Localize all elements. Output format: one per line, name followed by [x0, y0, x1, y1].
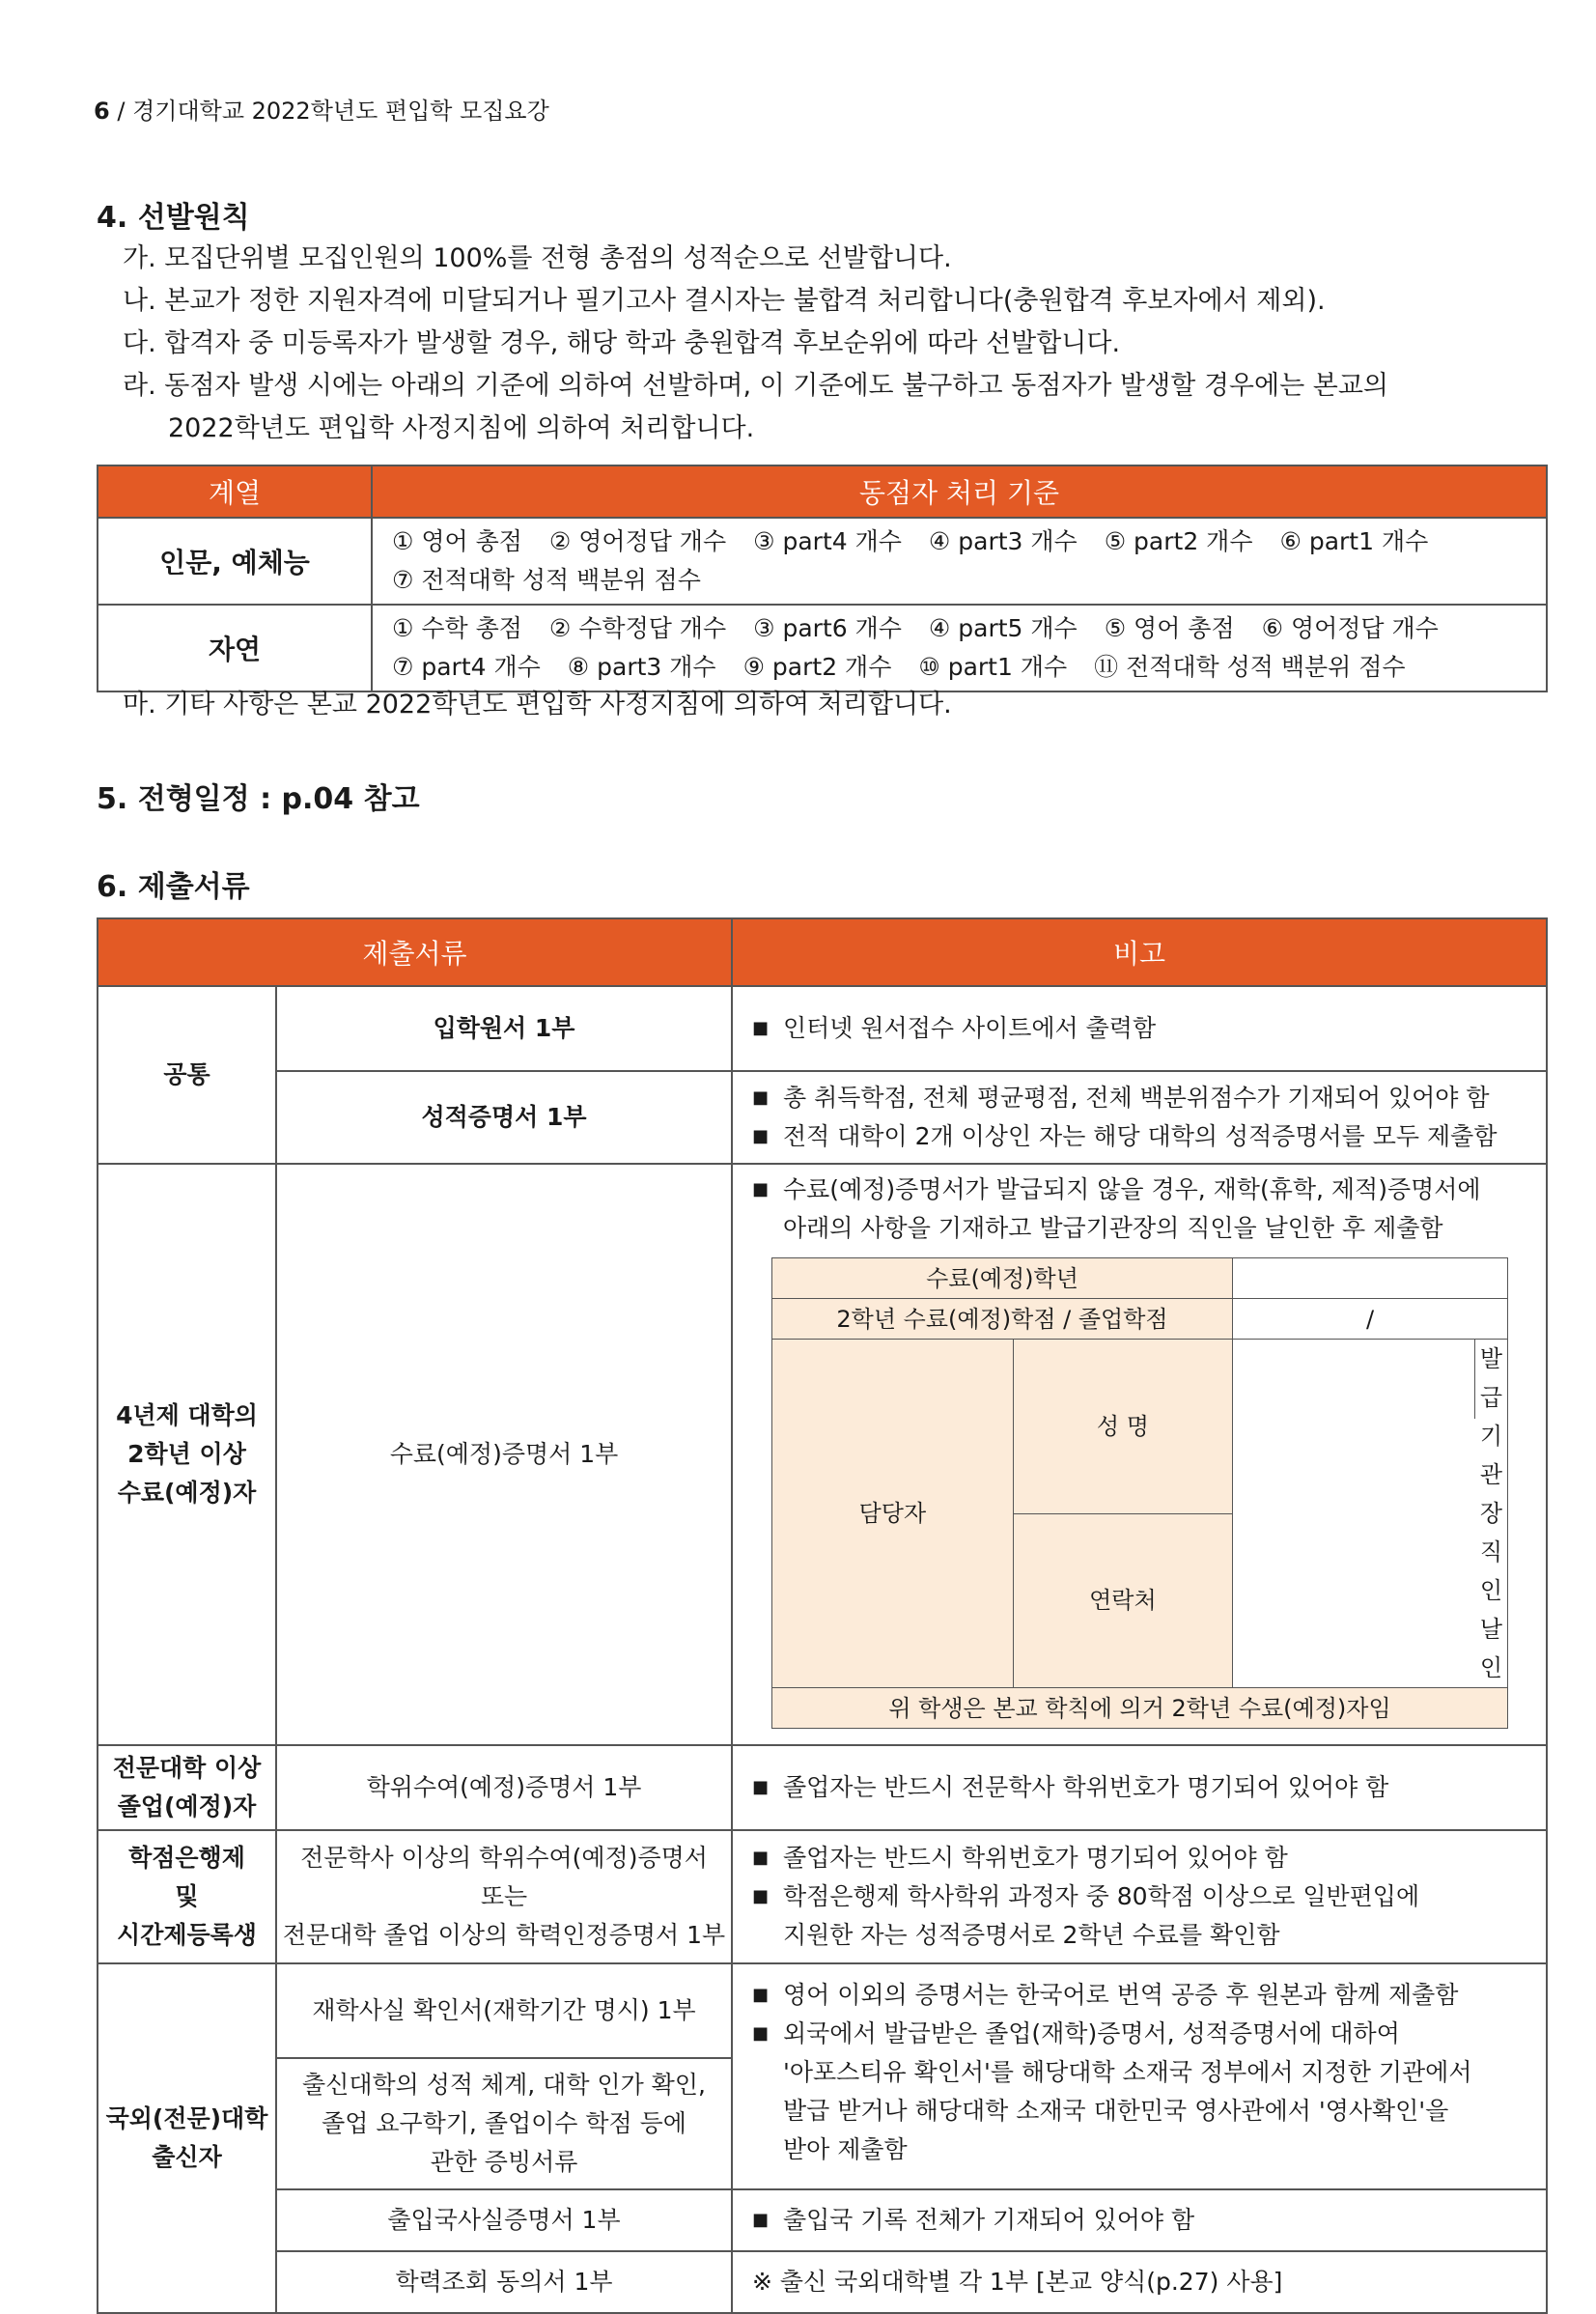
tie-criterion: ② 수학정답 개수	[548, 614, 727, 642]
tie-criterion: ⑥ 영어정답 개수	[1261, 614, 1439, 642]
category-line: 4년제 대학의	[116, 1401, 258, 1429]
docs-note	[732, 1963, 1547, 2189]
note-line: ■ 학점은행제 학사학위 과정자 중 80학점 이상으로 일반편입에	[752, 1877, 1530, 1916]
note-line: ■ 졸업자는 반드시 전문학사 학위번호가 명기되어 있어야 함	[752, 1768, 1530, 1807]
docs-category	[98, 1745, 276, 1830]
docs-document: 출입국사실증명서 1부	[276, 2189, 732, 2251]
note-line: ■ 인터넷 원서접수 사이트에서 출력함	[752, 1009, 1530, 1048]
table-row	[98, 1830, 1547, 1963]
docs-document: 성적증명서 1부	[276, 1071, 732, 1164]
form-label: 담당자	[772, 1340, 1014, 1688]
docs-document	[276, 1830, 732, 1963]
tie-criterion: ① 수학 총점	[392, 614, 522, 642]
category-line: 출신자	[152, 2143, 222, 2171]
tie-criterion: ⑤ part2 개수	[1104, 527, 1253, 555]
document-line: 전문대학 졸업 이상의 학력인정증명서 1부	[282, 1921, 726, 1949]
note-line: ■ 외국에서 발급받은 졸업(재학)증명서, 성적증명서에 대하여	[752, 2015, 1530, 2053]
tie-criterion: ⑤ 영어 총점	[1104, 614, 1235, 642]
docs-category	[98, 1830, 276, 1963]
document-line: 또는	[480, 1882, 528, 1910]
docs-category	[98, 1164, 276, 1745]
note-line: ※ 출신 국외대학별 각 1부 [본교 양식(p.27) 사용]	[752, 2268, 1283, 2296]
tie-row-science	[98, 605, 1547, 691]
form-seal	[1233, 1340, 1508, 1688]
tie-criterion: ⑥ part1 개수	[1279, 527, 1429, 555]
docs-header-documents: 제출서류	[98, 918, 732, 986]
docs-note	[732, 1071, 1547, 1164]
tie-category: 인문, 예체능	[98, 518, 372, 605]
section-4-item-ga: 가. 모집단위별 모집인원의 100%를 전형 총점의 성적순으로 선발합니다.	[123, 243, 952, 273]
tie-criterion: ④ part3 개수	[928, 527, 1078, 555]
note-line: ■ 총 취득학점, 전체 평균평점, 전체 백분위점수가 기재되어 있어야 함	[752, 1079, 1530, 1117]
category-line: 2학년 이상	[127, 1440, 246, 1468]
section-4-item-ra: 라. 동점자 발생 시에는 아래의 기준에 의하여 선발하며, 이 기준에도 불구하고 동점자가 발생할 경우에는 본교의	[123, 371, 1389, 401]
section-4-title: 4. 선발원칙	[97, 201, 250, 235]
docs-document: 재학사실 확인서(재학기간 명시) 1부	[276, 1963, 732, 2058]
tie-criterion: ⑩ part1 개수	[918, 653, 1068, 681]
docs-document: 학위수여(예정)증명서 1부	[276, 1745, 732, 1830]
seal-line: 직인날인	[1479, 1538, 1503, 1681]
section-4-note: 마. 기타 사항은 본교 2022학년도 편입학 사정지침에 의하여 처리합니다.	[123, 690, 952, 720]
docs-note	[732, 1745, 1547, 1830]
docs-note	[732, 1830, 1547, 1963]
category-line: 및	[175, 1882, 199, 1910]
docs-document: 입학원서 1부	[276, 986, 732, 1071]
docs-category	[98, 1963, 276, 2313]
docs-note	[732, 2251, 1547, 2313]
note-line: ■ 영어 이외의 증명서는 한국어로 번역 공증 후 원본과 함께 제출함	[752, 1976, 1530, 2015]
category-line: 졸업(예정)자	[117, 1792, 257, 1820]
tie-criterion: ③ part6 개수	[753, 614, 902, 642]
page-header	[94, 92, 549, 126]
table-row	[98, 986, 1547, 1071]
form-label: 2학년 수료(예정)학점 / 졸업학점	[772, 1299, 1233, 1340]
docs-header-notes: 비고	[732, 918, 1547, 986]
page-number: 6	[94, 98, 110, 125]
document-line: 출신대학의 성적 체계, 대학 인가 확인,	[302, 2071, 706, 2099]
category-line: 수료(예정)자	[117, 1479, 257, 1507]
documents-table	[97, 917, 1548, 2314]
table-row	[98, 1164, 1547, 1745]
tie-criterion: ⑧ part3 개수	[567, 653, 716, 681]
section-4-item-da: 다. 합격자 중 미등록자가 발생할 경우, 해당 학과 충원합격 후보순위에 따라 선발합니다.	[123, 328, 1121, 358]
table-row	[98, 1745, 1547, 1830]
tie-criterion: ③ part4 개수	[753, 527, 902, 555]
note-line: 발급 받거나 해당대학 소재국 대한민국 영사관에서 '영사확인'을	[783, 2097, 1449, 2125]
seal-line: 발급기관장	[1479, 1345, 1503, 1527]
note-line: 받아 제출함	[783, 2135, 908, 2163]
tie-criterion: ① 영어 총점	[392, 527, 522, 555]
tie-criteria	[372, 605, 1547, 691]
tie-break-table	[97, 465, 1548, 692]
tie-criterion: ⑪ 전적대학 성적 백분위 점수	[1094, 653, 1406, 681]
document-line: 졸업 요구학기, 졸업이수 학점 등에	[322, 2109, 686, 2137]
tie-header-criteria: 동점자 처리 기준	[372, 466, 1547, 518]
tie-criterion: ④ part5 개수	[928, 614, 1078, 642]
note-line: 아래의 사항을 기재하고 발급기관장의 직인을 날인한 후 제출함	[783, 1214, 1443, 1242]
tie-category: 자연	[98, 605, 372, 691]
docs-document: 학력조회 동의서 1부	[276, 2251, 732, 2313]
document-line: 전문학사 이상의 학위수여(예정)증명서	[300, 1844, 708, 1872]
form-footer: 위 학생은 본교 학칙에 의거 2학년 수료(예정)자임	[772, 1688, 1508, 1729]
section-4-item-na: 나. 본교가 정한 지원자격에 미달되거나 필기고사 결시자는 불합격 처리합니다(충원합격 후보자에서 제외).	[123, 286, 1326, 316]
form-value: /	[1233, 1299, 1508, 1340]
table-row	[98, 1071, 1547, 1164]
docs-note	[732, 2189, 1547, 2251]
docs-document	[276, 2058, 732, 2189]
category-line: 국외(전문)대학	[105, 2104, 268, 2132]
note-line: '아포스티유 확인서'를 해당대학 소재국 정부에서 지정한 기관에서	[783, 2058, 1472, 2086]
tie-criteria	[372, 518, 1547, 605]
note-line: ■ 출입국 기록 전체가 기재되어 있어야 함	[752, 2201, 1530, 2240]
tie-header-category: 계열	[98, 466, 372, 518]
tie-criterion: ⑦ part4 개수	[392, 653, 541, 681]
docs-note	[732, 1164, 1547, 1745]
document-line: 관한 증빙서류	[430, 2148, 578, 2176]
form-label: 연락처	[1013, 1513, 1232, 1688]
note-line: ■ 졸업자는 반드시 학위번호가 명기되어 있어야 함	[752, 1839, 1530, 1877]
form-value	[1233, 1258, 1508, 1299]
docs-document: 수료(예정)증명서 1부	[276, 1164, 732, 1745]
note-line: ■ 전적 대학이 2개 이상인 자는 해당 대학의 성적증명서를 모두 제출함	[752, 1117, 1530, 1156]
category-line: 시간제등록생	[117, 1921, 257, 1949]
section-6-title: 6. 제출서류	[97, 870, 250, 904]
section-4-item-ra-cont: 2022학년도 편입학 사정지침에 의하여 처리합니다.	[168, 413, 755, 443]
header-title: 경기대학교 2022학년도 편입학 모집요강	[132, 98, 549, 125]
tie-criterion: ⑦ 전적대학 성적 백분위 점수	[392, 566, 701, 594]
form-label: 수료(예정)학년	[772, 1258, 1233, 1299]
note-line: ■ 수료(예정)증명서가 발급되지 않을 경우, 재학(휴학, 제적)증명서에	[752, 1171, 1530, 1209]
docs-category: 공통	[98, 986, 276, 1164]
table-row	[98, 1963, 1547, 2058]
section-5-title: 5. 전형일정 : p.04 참고	[97, 782, 420, 816]
form-label: 성 명	[1013, 1340, 1232, 1514]
header-separator: /	[117, 98, 126, 125]
category-line: 학점은행제	[128, 1844, 245, 1872]
docs-note	[732, 986, 1547, 1071]
tie-row-humanities	[98, 518, 1547, 605]
table-row	[98, 2251, 1547, 2313]
tie-criterion: ⑨ part2 개수	[742, 653, 892, 681]
table-row	[98, 2189, 1547, 2251]
note-line: 지원한 자는 성적증명서로 2학년 수료를 확인함	[783, 1921, 1280, 1949]
tie-criterion: ② 영어정답 개수	[548, 527, 727, 555]
completion-form	[771, 1257, 1508, 1729]
category-line: 전문대학 이상	[112, 1754, 262, 1782]
